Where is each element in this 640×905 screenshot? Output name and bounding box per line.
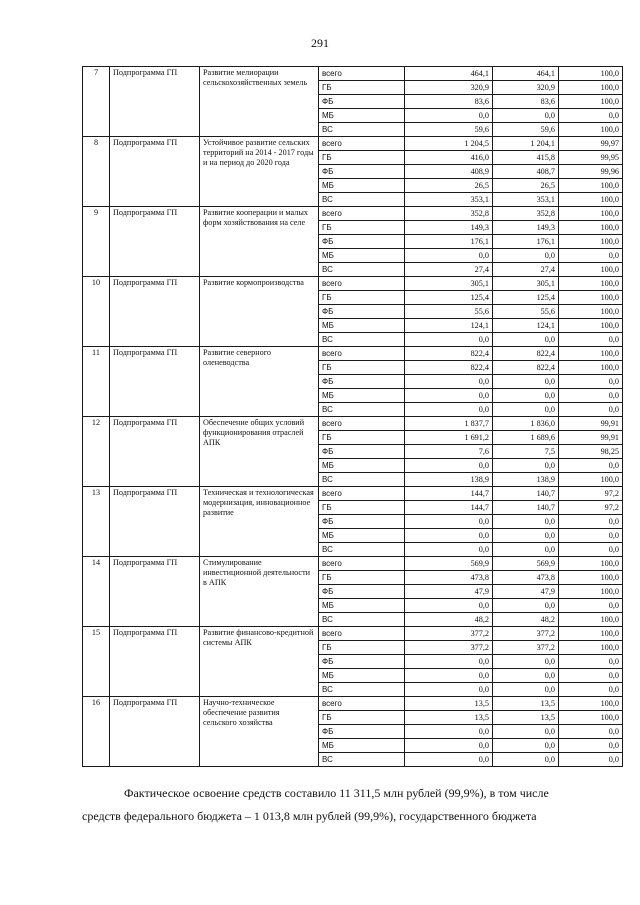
planned-value: 0,0 xyxy=(405,669,493,683)
program-type: Подпрограмма ГП xyxy=(110,207,200,277)
program-name: Развитие финансово-кредитной системы АПК xyxy=(200,627,319,697)
percent-value: 100,0 xyxy=(559,319,623,333)
planned-value: 176,1 xyxy=(405,235,493,249)
percent-value: 100,0 xyxy=(559,305,623,319)
funding-source: ФБ xyxy=(319,95,405,109)
percent-value: 100,0 xyxy=(559,697,623,711)
funding-source: МБ xyxy=(319,459,405,473)
funding-source: ВС xyxy=(319,613,405,627)
actual-value: 0,0 xyxy=(493,375,559,389)
actual-value: 0,0 xyxy=(493,753,559,767)
budget-table xyxy=(82,66,623,767)
planned-value: 0,0 xyxy=(405,529,493,543)
percent-value: 100,0 xyxy=(559,613,623,627)
actual-value: 0,0 xyxy=(493,683,559,697)
program-type: Подпрограмма ГП xyxy=(110,277,200,347)
table-row xyxy=(83,207,623,221)
funding-source: ФБ xyxy=(319,165,405,179)
program-type: Подпрограмма ГП xyxy=(110,697,200,767)
percent-value: 99,97 xyxy=(559,137,623,151)
actual-value: 0,0 xyxy=(493,459,559,473)
actual-value: 377,2 xyxy=(493,641,559,655)
program-type: Подпрограмма ГП xyxy=(110,487,200,557)
row-number: 7 xyxy=(83,67,110,137)
planned-value: 352,8 xyxy=(405,207,493,221)
percent-value: 0,0 xyxy=(559,403,623,417)
program-name: Развитие кормопроизводства xyxy=(200,277,319,347)
program-type: Подпрограмма ГП xyxy=(110,627,200,697)
percent-value: 100,0 xyxy=(559,641,623,655)
percent-value: 100,0 xyxy=(559,235,623,249)
table-row xyxy=(83,627,623,641)
percent-value: 100,0 xyxy=(559,95,623,109)
percent-value: 100,0 xyxy=(559,627,623,641)
percent-value: 100,0 xyxy=(559,557,623,571)
row-number: 12 xyxy=(83,417,110,487)
actual-value: 1 689,6 xyxy=(493,431,559,445)
funding-source: ВС xyxy=(319,753,405,767)
funding-source: ВС xyxy=(319,683,405,697)
percent-value: 100,0 xyxy=(559,193,623,207)
funding-source: ВС xyxy=(319,473,405,487)
actual-value: 0,0 xyxy=(493,655,559,669)
actual-value: 47,9 xyxy=(493,585,559,599)
planned-value: 305,1 xyxy=(405,277,493,291)
row-number: 9 xyxy=(83,207,110,277)
percent-value: 0,0 xyxy=(559,655,623,669)
percent-value: 0,0 xyxy=(559,725,623,739)
percent-value: 0,0 xyxy=(559,249,623,263)
funding-source: всего xyxy=(319,207,405,221)
program-name: Научно-техническое обеспечение развития сельского хозяйства xyxy=(200,697,319,767)
percent-value: 0,0 xyxy=(559,683,623,697)
funding-source: МБ xyxy=(319,739,405,753)
actual-value: 1 204,1 xyxy=(493,137,559,151)
funding-source: всего xyxy=(319,137,405,151)
program-name: Устойчивое развитие сельских территорий на 2014 - 2017 годы и на период до 2020 года xyxy=(200,137,319,207)
funding-source: ГБ xyxy=(319,501,405,515)
funding-source: ФБ xyxy=(319,515,405,529)
table-row xyxy=(83,67,623,81)
percent-value: 100,0 xyxy=(559,711,623,725)
funding-source: ФБ xyxy=(319,375,405,389)
actual-value: 0,0 xyxy=(493,515,559,529)
funding-source: всего xyxy=(319,627,405,641)
funding-source: всего xyxy=(319,487,405,501)
planned-value: 48,2 xyxy=(405,613,493,627)
planned-value: 0,0 xyxy=(405,753,493,767)
planned-value: 320,9 xyxy=(405,81,493,95)
funding-source: ВС xyxy=(319,123,405,137)
actual-value: 415,8 xyxy=(493,151,559,165)
summary-line-1: Фактическое освоение средств составило 11 311,5 млн рублей (99,9%), в том числе xyxy=(124,786,549,800)
actual-value: 353,1 xyxy=(493,193,559,207)
percent-value: 100,0 xyxy=(559,585,623,599)
planned-value: 0,0 xyxy=(405,543,493,557)
planned-value: 7,6 xyxy=(405,445,493,459)
actual-value: 83,6 xyxy=(493,95,559,109)
program-name: Обеспечение общих условий функционирования отраслей АПК xyxy=(200,417,319,487)
row-number: 10 xyxy=(83,277,110,347)
percent-value: 100,0 xyxy=(559,361,623,375)
planned-value: 0,0 xyxy=(405,725,493,739)
percent-value: 99,91 xyxy=(559,417,623,431)
funding-source: ГБ xyxy=(319,711,405,725)
actual-value: 140,7 xyxy=(493,501,559,515)
planned-value: 26,5 xyxy=(405,179,493,193)
planned-value: 55,6 xyxy=(405,305,493,319)
percent-value: 0,0 xyxy=(559,529,623,543)
actual-value: 822,4 xyxy=(493,347,559,361)
actual-value: 13,5 xyxy=(493,711,559,725)
actual-value: 0,0 xyxy=(493,403,559,417)
percent-value: 100,0 xyxy=(559,277,623,291)
actual-value: 1 836,0 xyxy=(493,417,559,431)
planned-value: 1 691,2 xyxy=(405,431,493,445)
table-row xyxy=(83,417,623,431)
program-type: Подпрограмма ГП xyxy=(110,347,200,417)
planned-value: 124,1 xyxy=(405,319,493,333)
row-number: 16 xyxy=(83,697,110,767)
funding-source: ГБ xyxy=(319,81,405,95)
actual-value: 0,0 xyxy=(493,725,559,739)
planned-value: 0,0 xyxy=(405,515,493,529)
program-name: Развитие мелиорации сельскохозяйственных земель xyxy=(200,67,319,137)
program-name: Развитие северного оленеводства xyxy=(200,347,319,417)
percent-value: 100,0 xyxy=(559,473,623,487)
funding-source: ГБ xyxy=(319,291,405,305)
funding-source: МБ xyxy=(319,109,405,123)
actual-value: 569,9 xyxy=(493,557,559,571)
percent-value: 99,91 xyxy=(559,431,623,445)
actual-value: 0,0 xyxy=(493,333,559,347)
planned-value: 13,5 xyxy=(405,711,493,725)
planned-value: 0,0 xyxy=(405,389,493,403)
planned-value: 377,2 xyxy=(405,627,493,641)
percent-value: 0,0 xyxy=(559,739,623,753)
row-number: 11 xyxy=(83,347,110,417)
actual-value: 0,0 xyxy=(493,739,559,753)
percent-value: 100,0 xyxy=(559,207,623,221)
planned-value: 0,0 xyxy=(405,459,493,473)
percent-value: 100,0 xyxy=(559,263,623,277)
funding-source: всего xyxy=(319,557,405,571)
percent-value: 100,0 xyxy=(559,221,623,235)
percent-value: 0,0 xyxy=(559,389,623,403)
percent-value: 98,25 xyxy=(559,445,623,459)
table-row xyxy=(83,487,623,501)
funding-source: ВС xyxy=(319,193,405,207)
actual-value: 0,0 xyxy=(493,529,559,543)
actual-value: 408,7 xyxy=(493,165,559,179)
row-number: 13 xyxy=(83,487,110,557)
percent-value: 99,95 xyxy=(559,151,623,165)
table-row xyxy=(83,697,623,711)
planned-value: 416,0 xyxy=(405,151,493,165)
program-name: Развитие кооперации и малых форм хозяйствования на селе xyxy=(200,207,319,277)
actual-value: 125,4 xyxy=(493,291,559,305)
actual-value: 59,6 xyxy=(493,123,559,137)
planned-value: 0,0 xyxy=(405,655,493,669)
funding-source: ГБ xyxy=(319,571,405,585)
planned-value: 83,6 xyxy=(405,95,493,109)
percent-value: 97,2 xyxy=(559,487,623,501)
actual-value: 48,2 xyxy=(493,613,559,627)
actual-value: 473,8 xyxy=(493,571,559,585)
planned-value: 822,4 xyxy=(405,347,493,361)
actual-value: 0,0 xyxy=(493,389,559,403)
percent-value: 100,0 xyxy=(559,123,623,137)
funding-source: ГБ xyxy=(319,151,405,165)
actual-value: 138,9 xyxy=(493,473,559,487)
funding-source: всего xyxy=(319,277,405,291)
table-row xyxy=(83,347,623,361)
funding-source: МБ xyxy=(319,389,405,403)
planned-value: 353,1 xyxy=(405,193,493,207)
actual-value: 822,4 xyxy=(493,361,559,375)
funding-source: всего xyxy=(319,697,405,711)
actual-value: 0,0 xyxy=(493,109,559,123)
percent-value: 100,0 xyxy=(559,347,623,361)
percent-value: 97,2 xyxy=(559,501,623,515)
funding-source: ВС xyxy=(319,543,405,557)
planned-value: 0,0 xyxy=(405,403,493,417)
table-row xyxy=(83,277,623,291)
planned-value: 13,5 xyxy=(405,697,493,711)
percent-value: 0,0 xyxy=(559,543,623,557)
funding-source: всего xyxy=(319,347,405,361)
planned-value: 0,0 xyxy=(405,333,493,347)
funding-source: МБ xyxy=(319,669,405,683)
actual-value: 140,7 xyxy=(493,487,559,501)
row-number: 8 xyxy=(83,137,110,207)
actual-value: 124,1 xyxy=(493,319,559,333)
planned-value: 27,4 xyxy=(405,263,493,277)
planned-value: 822,4 xyxy=(405,361,493,375)
planned-value: 125,4 xyxy=(405,291,493,305)
planned-value: 464,1 xyxy=(405,67,493,81)
summary-line-2: средств федерального бюджета – 1 013,8 млн рублей (99,9%), государственного бюджета xyxy=(82,809,537,823)
funding-source: ФБ xyxy=(319,445,405,459)
funding-source: ГБ xyxy=(319,431,405,445)
percent-value: 0,0 xyxy=(559,459,623,473)
funding-source: ГБ xyxy=(319,361,405,375)
actual-value: 149,3 xyxy=(493,221,559,235)
actual-value: 55,6 xyxy=(493,305,559,319)
planned-value: 0,0 xyxy=(405,375,493,389)
funding-source: МБ xyxy=(319,529,405,543)
planned-value: 144,7 xyxy=(405,501,493,515)
planned-value: 0,0 xyxy=(405,739,493,753)
funding-source: ФБ xyxy=(319,655,405,669)
funding-source: ФБ xyxy=(319,585,405,599)
planned-value: 1 204,5 xyxy=(405,137,493,151)
summary-text xyxy=(82,782,614,828)
actual-value: 27,4 xyxy=(493,263,559,277)
planned-value: 149,3 xyxy=(405,221,493,235)
planned-value: 144,7 xyxy=(405,487,493,501)
program-name: Техническая и технологическая модернизация, инновационное развитие xyxy=(200,487,319,557)
actual-value: 13,5 xyxy=(493,697,559,711)
planned-value: 377,2 xyxy=(405,641,493,655)
funding-source: всего xyxy=(319,67,405,81)
percent-value: 100,0 xyxy=(559,81,623,95)
planned-value: 0,0 xyxy=(405,599,493,613)
percent-value: 99,96 xyxy=(559,165,623,179)
row-number: 15 xyxy=(83,627,110,697)
program-type: Подпрограмма ГП xyxy=(110,67,200,137)
funding-source: ФБ xyxy=(319,235,405,249)
funding-source: МБ xyxy=(319,319,405,333)
planned-value: 473,8 xyxy=(405,571,493,585)
table-row xyxy=(83,137,623,151)
actual-value: 320,9 xyxy=(493,81,559,95)
actual-value: 352,8 xyxy=(493,207,559,221)
funding-source: ВС xyxy=(319,263,405,277)
percent-value: 100,0 xyxy=(559,291,623,305)
funding-source: МБ xyxy=(319,179,405,193)
funding-source: ФБ xyxy=(319,305,405,319)
planned-value: 408,9 xyxy=(405,165,493,179)
percent-value: 0,0 xyxy=(559,669,623,683)
actual-value: 377,2 xyxy=(493,627,559,641)
program-type: Подпрограмма ГП xyxy=(110,557,200,627)
actual-value: 7,5 xyxy=(493,445,559,459)
percent-value: 100,0 xyxy=(559,179,623,193)
percent-value: 0,0 xyxy=(559,109,623,123)
actual-value: 464,1 xyxy=(493,67,559,81)
program-type: Подпрограмма ГП xyxy=(110,417,200,487)
program-type: Подпрограмма ГП xyxy=(110,137,200,207)
actual-value: 305,1 xyxy=(493,277,559,291)
funding-source: ГБ xyxy=(319,221,405,235)
funding-source: ГБ xyxy=(319,641,405,655)
row-number: 14 xyxy=(83,557,110,627)
percent-value: 0,0 xyxy=(559,599,623,613)
funding-source: всего xyxy=(319,417,405,431)
percent-value: 0,0 xyxy=(559,515,623,529)
percent-value: 100,0 xyxy=(559,67,623,81)
actual-value: 176,1 xyxy=(493,235,559,249)
planned-value: 0,0 xyxy=(405,109,493,123)
table-row xyxy=(83,557,623,571)
planned-value: 47,9 xyxy=(405,585,493,599)
actual-value: 0,0 xyxy=(493,669,559,683)
planned-value: 0,0 xyxy=(405,249,493,263)
funding-source: ВС xyxy=(319,333,405,347)
planned-value: 138,9 xyxy=(405,473,493,487)
percent-value: 0,0 xyxy=(559,333,623,347)
funding-source: ФБ xyxy=(319,725,405,739)
program-name: Стимулирование инвестиционной деятельности в АПК xyxy=(200,557,319,627)
actual-value: 0,0 xyxy=(493,249,559,263)
percent-value: 0,0 xyxy=(559,375,623,389)
percent-value: 0,0 xyxy=(559,753,623,767)
actual-value: 0,0 xyxy=(493,543,559,557)
page-number: 291 xyxy=(311,36,329,50)
funding-source: ВС xyxy=(319,403,405,417)
planned-value: 569,9 xyxy=(405,557,493,571)
funding-source: МБ xyxy=(319,249,405,263)
planned-value: 1 837,7 xyxy=(405,417,493,431)
actual-value: 26,5 xyxy=(493,179,559,193)
actual-value: 0,0 xyxy=(493,599,559,613)
percent-value: 100,0 xyxy=(559,571,623,585)
planned-value: 0,0 xyxy=(405,683,493,697)
planned-value: 59,6 xyxy=(405,123,493,137)
funding-source: МБ xyxy=(319,599,405,613)
